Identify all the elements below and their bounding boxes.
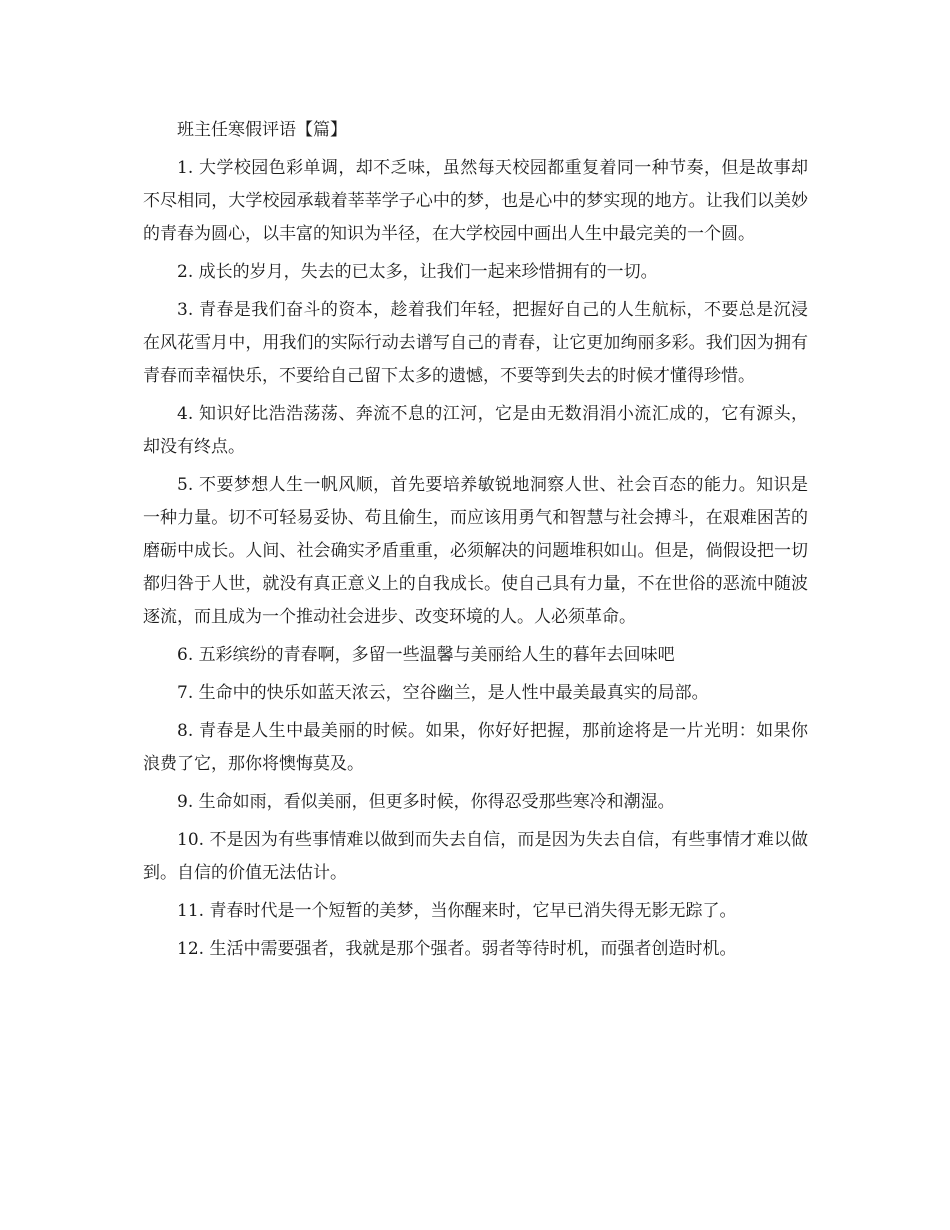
paragraph-8: 8. 青春是人生中最美丽的时候。如果，你好好把握，那前途将是一片光明：如果你浪费了它，那你将懊悔莫及。 — [143, 721, 808, 774]
paragraph-6: 6. 五彩缤纷的青春啊，多留一些温馨与美丽给人生的暮年去回味吧 — [177, 645, 675, 665]
paragraph-4: 4. 知识好比浩浩荡荡、奔流不息的江河，它是由无数涓涓小流汇成的，它有源头，却没有终点。 — [143, 404, 808, 457]
paragraph-12: 12. 生活中需要强者，我就是那个强者。弱者等待时机，而强者创造时机。 — [177, 939, 737, 959]
document-title: 班主任寒假评语【篇】 — [177, 120, 347, 140]
paragraph-9: 9. 生命如雨，看似美丽，但更多时候，你得忍受那些寒冷和潮湿。 — [177, 792, 675, 812]
paragraph-7: 7. 生命中的快乐如蓝天浓云，空谷幽兰，是人性中最美最真实的局部。 — [177, 683, 709, 703]
paragraph-10: 10. 不是因为有些事情难以做到而失去自信，而是因为失去自信，有些事情才难以做到。自信的价值无法估计。 — [143, 830, 808, 883]
paragraph-1: 1. 大学校园色彩单调，却不乏味，虽然每天校园都重复着同一种节奏，但是故事却不尽相同，大学校园承载着莘莘学子心中的梦，也是心中的梦实现的地方。让我们以美妙的青春为圆心，以丰富的知识为半径，在大学校园中画出人生中最完美的一个圆。 — [143, 158, 808, 244]
paragraph-2: 2. 成长的岁月，失去的已太多，让我们一起来珍惜拥有的一切。 — [177, 262, 658, 282]
paragraph-11: 11. 青春时代是一个短暂的美梦，当你醒来时，它早已消失得无影无踪了。 — [177, 901, 737, 921]
paragraph-3: 3. 青春是我们奋斗的资本，趁着我们年轻，把握好自己的人生航标，不要总是沉浸在风花雪月中，用我们的实际行动去谱写自己的青春，让它更加绚丽多彩。我们因为拥有青春而幸福快乐，不要给自己留下太多的遗憾，不要等到失去的时候才懂得珍惜。 — [143, 300, 808, 386]
document-body — [143, 114, 808, 971]
paragraph-5: 5. 不要梦想人生一帆风顺，首先要培养敏锐地洞察人世、社会百态的能力。知识是一种力量。切不可轻易妥协、苟且偷生，而应该用勇气和智慧与社会搏斗，在艰难困苦的磨砺中成长。人间、社会确实矛盾重重，必须解决的问题堆积如山。但是，倘假设把一切都归咎于人世，就没有真正意义上的自我成长。使自己具有力量，不在世俗的恶流中随波逐流，而且成为一个推动社会进步、改变环境的人。人必须革命。 — [143, 475, 808, 627]
